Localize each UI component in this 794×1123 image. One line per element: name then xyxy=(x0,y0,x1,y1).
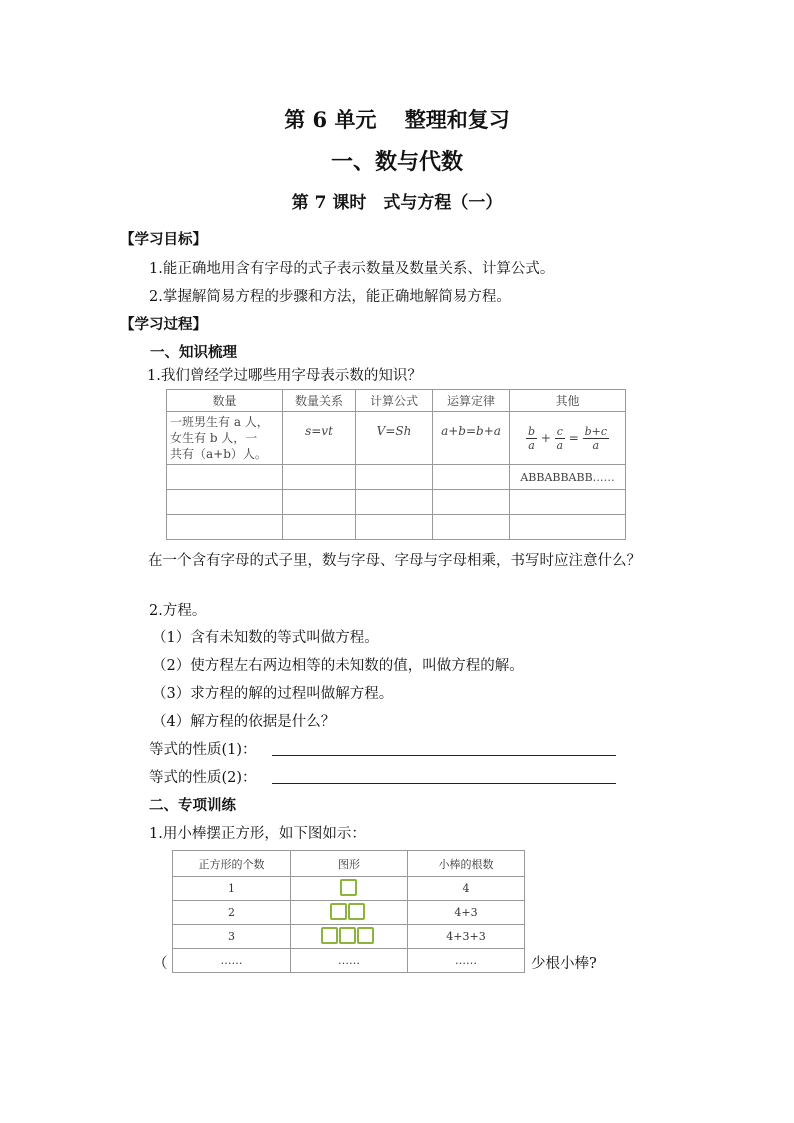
table-cell xyxy=(167,465,283,490)
table-cell: …… xyxy=(291,949,408,973)
table-cell xyxy=(356,465,433,490)
property-2-answer-line[interactable] xyxy=(272,783,616,784)
square-figure xyxy=(348,903,365,920)
table-cell: 4+3 xyxy=(408,901,525,925)
table-cell: V=Sh xyxy=(356,412,433,465)
question-2-item: （1）含有未知数的等式叫做方程。 xyxy=(152,630,379,646)
table-cell: 3 xyxy=(173,925,291,949)
part1-heading: 一、知识梳理 xyxy=(150,344,237,361)
square-figure xyxy=(330,903,347,920)
square-figure xyxy=(357,927,374,944)
question-1: 1.我们曾经学过哪些用字母表示数的知识？ xyxy=(147,368,422,384)
table-header: 计算公式 xyxy=(356,390,433,412)
table-cell: 4 xyxy=(408,877,525,901)
square-figure xyxy=(339,927,356,944)
table-cell xyxy=(356,515,433,540)
unit-title: 第 6 单元 整理和复习 xyxy=(284,107,510,132)
goal-item: 2.掌握解简易方程的步骤和方法，能正确地解简易方程。 xyxy=(149,289,511,305)
table-header: 图形 xyxy=(291,851,408,877)
table-cell xyxy=(433,465,510,490)
table-header: 数量关系 xyxy=(283,390,356,412)
process-heading: 【学习过程】 xyxy=(120,316,207,333)
table-cell xyxy=(510,515,626,540)
question-2-item: （3）求方程的解的过程叫做解方程。 xyxy=(152,686,394,702)
property-2-label: 等式的性质(2)： xyxy=(149,770,257,786)
property-1-label: 等式的性质(1)： xyxy=(149,742,257,758)
table-cell: 2 xyxy=(173,901,291,925)
table-cell: ABBABBABB…… xyxy=(510,465,626,490)
training-1-tail: 少根小棒? xyxy=(531,956,597,972)
training-1-paren: （ xyxy=(153,956,168,972)
table-cell xyxy=(283,465,356,490)
table-cell: …… xyxy=(408,949,525,973)
question-2-item: （2）使方程左右两边相等的未知数的值，叫做方程的解。 xyxy=(152,658,524,674)
square-figure xyxy=(340,879,357,896)
table-cell: 1 xyxy=(173,877,291,901)
question-2-item: （4）解方程的依据是什么？ xyxy=(152,714,336,730)
property-1-answer-line[interactable] xyxy=(272,755,616,756)
table-cell xyxy=(433,490,510,515)
table-cell: 一班男生有 a 人， 女生有 b 人，一 共有（a+b）人。 xyxy=(167,412,283,465)
part2-heading: 二、专项训练 xyxy=(149,797,236,814)
knowledge-table xyxy=(166,389,626,540)
table-header: 正方形的个数 xyxy=(173,851,291,877)
question-1-note: 在一个含有字母的式子里，数与字母、字母与字母相乘，书写时应注意什么？ xyxy=(148,553,641,569)
table-cell xyxy=(167,490,283,515)
table-cell xyxy=(283,490,356,515)
training-1: 1.用小棒摆正方形，如下图如示： xyxy=(149,826,366,842)
table-cell xyxy=(283,515,356,540)
goal-item: 1.能正确地用含有字母的式子表示数量及数量关系、计算公式。 xyxy=(149,261,555,277)
table-header: 运算定律 xyxy=(433,390,510,412)
table-header: 其他 xyxy=(510,390,626,412)
fraction-cell: $\frac{b}{a}$ + $\frac{c}{a}$ = $\frac{b+c}{a}$ xyxy=(510,412,626,465)
table-cell xyxy=(433,515,510,540)
table-cell: a+b=b+a xyxy=(433,412,510,465)
table-header: 小棒的根数 xyxy=(408,851,525,877)
table-cell: s=vt xyxy=(283,412,356,465)
square-figure xyxy=(321,927,338,944)
table-cell: …… xyxy=(173,949,291,973)
goals-heading: 【学习目标】 xyxy=(120,231,207,248)
table-cell: 4+3+3 xyxy=(408,925,525,949)
table-cell xyxy=(510,490,626,515)
question-2: 2.方程。 xyxy=(149,603,207,619)
section-title: 一、数与代数 xyxy=(330,149,463,175)
lesson-title: 第 7 课时 式与方程（一） xyxy=(291,193,503,213)
table-cell xyxy=(167,515,283,540)
table-cell xyxy=(356,490,433,515)
table-header: 数量 xyxy=(167,390,283,412)
